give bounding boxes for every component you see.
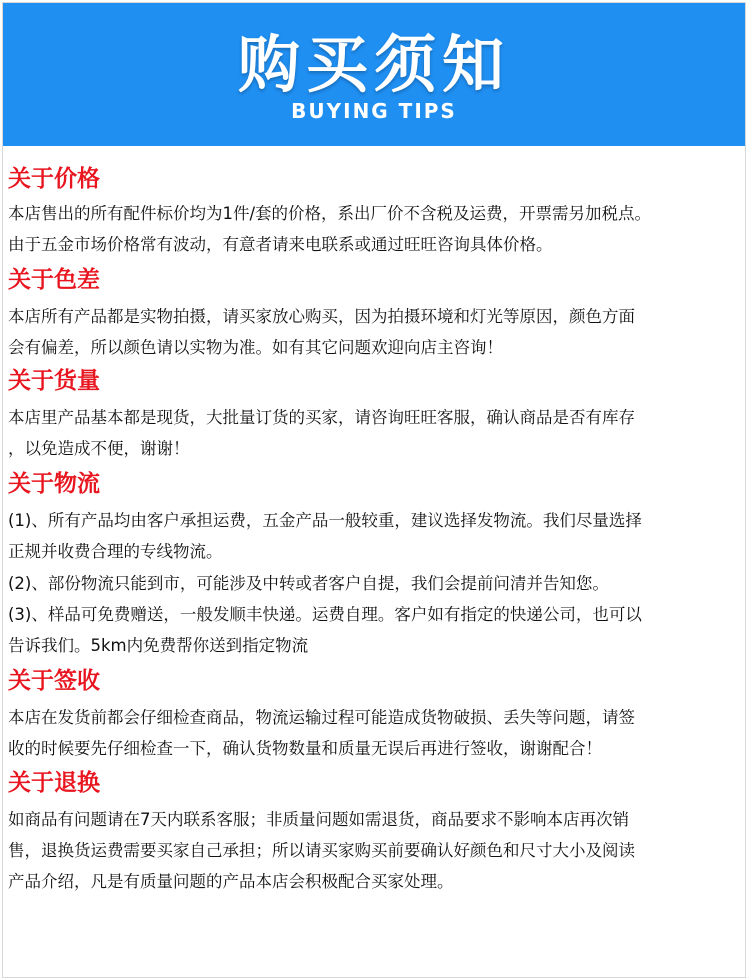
section-line: ，以免造成不便，谢谢！ (8, 439, 190, 458)
section-line: 如商品有问题请在7天内联系客服；非质量问题如需退货，商品要求不影响本店再次销 (8, 810, 629, 829)
section-title: 关于签收 (8, 668, 100, 694)
section-line: 本店里产品基本都是现货，大批量订货的买家，请咨询旺旺客服，确认商品是否有库存 (8, 408, 635, 427)
tips-content (8, 158, 740, 892)
section-title: 关于物流 (8, 471, 100, 497)
section-title: 关于货量 (8, 368, 100, 394)
section-line: 产品介绍，凡是有质量问题的产品本店会积极配合买家处理。 (8, 872, 454, 891)
section-line: 本店售出的所有配件标价均为1件/套的价格，系出厂价不含税及运费，开票需另加税点。 (8, 204, 652, 223)
section-title: 关于退换 (8, 770, 100, 796)
section-title: 关于色差 (8, 267, 100, 293)
section-title: 关于价格 (8, 166, 100, 192)
section-color (8, 265, 740, 358)
section-receipt (8, 666, 740, 759)
section-line: 正规并收费合理的专线物流。 (8, 542, 223, 561)
page-title: 购买须知 (237, 28, 510, 101)
section-line: (1)、所有产品均由客户承担运费，五金产品一般较重，建议选择发物流。我们尽量选择 (8, 511, 642, 530)
section-line: 由于五金市场价格常有波动，有意者请来电联系或通过旺旺咨询具体价格。 (8, 235, 553, 254)
section-logistics (8, 469, 740, 656)
section-line: 本店在发货前都会仔细检查商品，物流运输过程可能造成货物破损、丢失等问题，请签 (8, 708, 635, 727)
section-line: (2)、部份物流只能到市，可能涉及中转或者客户自提，我们会提前问清并告知您。 (8, 574, 609, 593)
page-subtitle: BUYING TIPS (291, 99, 457, 123)
section-price (8, 164, 740, 255)
section-line: 收的时候要先仔细检查一下，确认货物数量和质量无误后再进行签收，谢谢配合！ (8, 739, 602, 758)
section-line: 本店所有产品都是实物拍摄，请买家放心购买，因为拍摄环境和灯光等原因，颜色方面 (8, 307, 635, 326)
section-line: 会有偏差，所以颜色请以实物为准。如有其它问题欢迎向店主咨询！ (8, 338, 503, 357)
section-line: 告诉我们。5km内免费帮你送到指定物流 (8, 636, 309, 655)
section-line: (3)、样品可免费赠送，一般发顺丰快递。运费自理。客户如有指定的快递公司，也可以 (8, 605, 642, 624)
header-banner (3, 3, 745, 146)
section-stock (8, 366, 740, 459)
section-returns (8, 768, 740, 892)
section-line: 售，退换货运费需要买家自己承担；所以请买家购买前要确认好颜色和尺寸大小及阅读 (8, 841, 635, 860)
